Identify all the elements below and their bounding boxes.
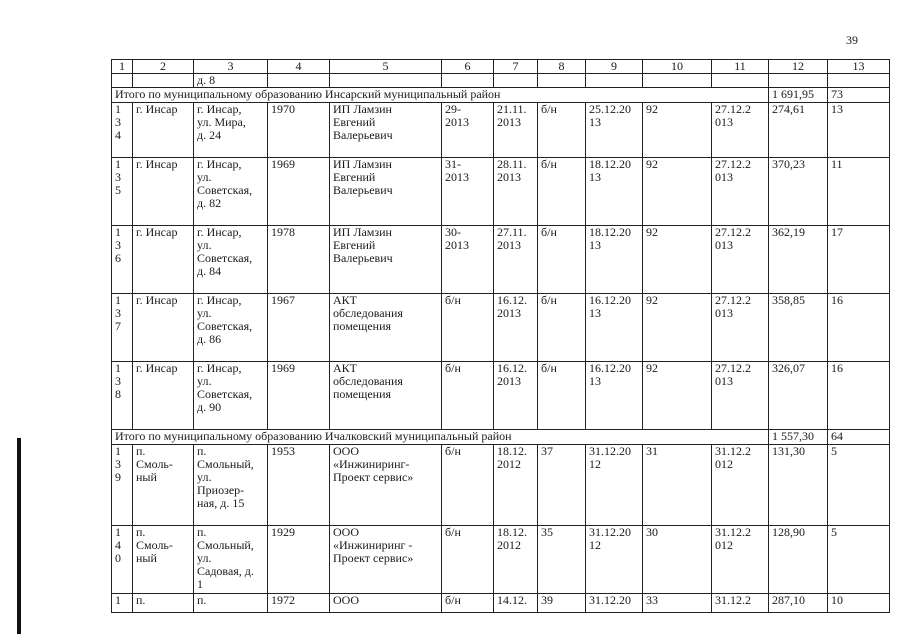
- col-header: 6: [442, 60, 494, 74]
- address-cell: п. Смольный, ул. Садовая, д. 1: [194, 526, 268, 594]
- col8-cell: б/н: [538, 362, 586, 430]
- housing-table: [111, 59, 890, 613]
- settlement-cell: п. Смоль- ный: [133, 445, 194, 526]
- row-number-cell: 1 3 5: [112, 158, 133, 226]
- table-row: [112, 294, 890, 362]
- col10-cell: 33: [643, 594, 712, 613]
- settlement-cell: г. Инсар: [133, 103, 194, 158]
- address-cell: г. Инсар, ул. Советская, д. 90: [194, 362, 268, 430]
- col9-cell: 18.12.20 13: [586, 158, 643, 226]
- organization-cell: ООО «Инжиниринг- Проект сервис»: [330, 445, 442, 526]
- col11-cell: 27.12.2 013: [712, 226, 769, 294]
- col8-cell: б/н: [538, 226, 586, 294]
- table-row: [112, 526, 890, 594]
- doc-number-cell: 29- 2013: [442, 103, 494, 158]
- address-cell: г. Инсар, ул. Мира, д. 24: [194, 103, 268, 158]
- count-cell: 5: [828, 526, 890, 594]
- col9-cell: 31.12.20 12: [586, 445, 643, 526]
- total-count: 64: [828, 430, 890, 445]
- area-cell: 370,23: [769, 158, 828, 226]
- row-number-cell: 1 4 0: [112, 526, 133, 594]
- year-cell: 1969: [268, 362, 330, 430]
- col9-cell: 25.12.20 13: [586, 103, 643, 158]
- col10-cell: 92: [643, 103, 712, 158]
- table-row: [112, 158, 890, 226]
- row-number-cell: 1 3 7: [112, 294, 133, 362]
- doc-date-cell: 28.11. 2013: [494, 158, 538, 226]
- col11-cell: 31.12.2 012: [712, 445, 769, 526]
- organization-cell: АКТ обследования помещения: [330, 294, 442, 362]
- col-header: 1: [112, 60, 133, 74]
- col8-cell: б/н: [538, 158, 586, 226]
- count-cell: 16: [828, 294, 890, 362]
- doc-date-cell: 21.11. 2013: [494, 103, 538, 158]
- col9-cell: 31.12.20 12: [586, 526, 643, 594]
- doc-date-cell: 16.12. 2013: [494, 362, 538, 430]
- settlement-cell: г. Инсар: [133, 226, 194, 294]
- total-row: [112, 430, 890, 445]
- col-header: 5: [330, 60, 442, 74]
- organization-cell: ИП Ламзин Евгений Валерьевич: [330, 158, 442, 226]
- settlement-cell: г. Инсар: [133, 362, 194, 430]
- year-cell: 1967: [268, 294, 330, 362]
- col9-cell: 31.12.20: [586, 594, 643, 613]
- address-cell: д. 8: [194, 74, 268, 88]
- area-cell: 274,61: [769, 103, 828, 158]
- scan-edge-bar: [17, 438, 21, 634]
- year-cell: 1978: [268, 226, 330, 294]
- col9-cell: 18.12.20 13: [586, 226, 643, 294]
- settlement-cell: п. Смоль- ный: [133, 526, 194, 594]
- total-count: 73: [828, 88, 890, 103]
- col11-cell: 27.12.2 013: [712, 158, 769, 226]
- col-header: 7: [494, 60, 538, 74]
- total-sum: 1 557,30: [769, 430, 828, 445]
- total-row: [112, 88, 890, 103]
- year-cell: 1929: [268, 526, 330, 594]
- count-cell: 10: [828, 594, 890, 613]
- col8-cell: б/н: [538, 294, 586, 362]
- col8-cell: б/н: [538, 103, 586, 158]
- area-cell: 128,90: [769, 526, 828, 594]
- address-cell: г. Инсар, ул. Советская, д. 84: [194, 226, 268, 294]
- col10-cell: 92: [643, 294, 712, 362]
- row-number-cell: 1 3 8: [112, 362, 133, 430]
- col-header: 2: [133, 60, 194, 74]
- col8-cell: 39: [538, 594, 586, 613]
- doc-number-cell: б/н: [442, 362, 494, 430]
- col10-cell: 92: [643, 158, 712, 226]
- col8-cell: 35: [538, 526, 586, 594]
- doc-number-cell: б/н: [442, 294, 494, 362]
- settlement-cell: г. Инсар: [133, 294, 194, 362]
- col11-cell: 27.12.2 013: [712, 103, 769, 158]
- col11-cell: 27.12.2 013: [712, 294, 769, 362]
- table-row: [112, 362, 890, 430]
- total-label: Итого по муниципальному образованию Ичалковский муниципальный район: [112, 430, 769, 445]
- area-cell: 326,07: [769, 362, 828, 430]
- col11-cell: 31.12.2 012: [712, 526, 769, 594]
- col-header: 4: [268, 60, 330, 74]
- col10-cell: 92: [643, 362, 712, 430]
- table-row: [112, 594, 890, 613]
- col-header: 3: [194, 60, 268, 74]
- col-header: 8: [538, 60, 586, 74]
- col11-cell: 31.12.2: [712, 594, 769, 613]
- col-header: 10: [643, 60, 712, 74]
- count-cell: 13: [828, 103, 890, 158]
- row-number-cell: 1 3 4: [112, 103, 133, 158]
- table-row: [112, 226, 890, 294]
- doc-date-cell: 14.12.: [494, 594, 538, 613]
- col8-cell: 37: [538, 445, 586, 526]
- doc-number-cell: 31- 2013: [442, 158, 494, 226]
- doc-number-cell: б/н: [442, 594, 494, 613]
- doc-date-cell: 16.12. 2013: [494, 294, 538, 362]
- count-cell: 16: [828, 362, 890, 430]
- address-cell: п. Смольный, ул. Приозер- ная, д. 15: [194, 445, 268, 526]
- count-cell: 17: [828, 226, 890, 294]
- area-cell: 362,19: [769, 226, 828, 294]
- address-cell: г. Инсар, ул. Советская, д. 82: [194, 158, 268, 226]
- area-cell: 131,30: [769, 445, 828, 526]
- settlement-cell: п.: [133, 594, 194, 613]
- count-cell: 5: [828, 445, 890, 526]
- table-row: [112, 103, 890, 158]
- area-cell: 287,10: [769, 594, 828, 613]
- col11-cell: 27.12.2 013: [712, 362, 769, 430]
- row-number-cell: 1 3 9: [112, 445, 133, 526]
- col9-cell: 16.12.20 13: [586, 294, 643, 362]
- col10-cell: 31: [643, 445, 712, 526]
- col-header: 12: [769, 60, 828, 74]
- continuation-row: [112, 74, 890, 88]
- address-cell: г. Инсар, ул. Советская, д. 86: [194, 294, 268, 362]
- year-cell: 1972: [268, 594, 330, 613]
- organization-cell: ИП Ламзин Евгений Валерьевич: [330, 226, 442, 294]
- address-cell: п.: [194, 594, 268, 613]
- doc-date-cell: 18.12. 2012: [494, 526, 538, 594]
- page-number: 39: [846, 33, 858, 47]
- total-sum: 1 691,95: [769, 88, 828, 103]
- organization-cell: ООО «Инжиниринг - Проект сервис»: [330, 526, 442, 594]
- doc-date-cell: 18.12. 2012: [494, 445, 538, 526]
- col-header: 9: [586, 60, 643, 74]
- doc-number-cell: б/н: [442, 526, 494, 594]
- year-cell: 1953: [268, 445, 330, 526]
- organization-cell: ООО: [330, 594, 442, 613]
- doc-number-cell: б/н: [442, 445, 494, 526]
- organization-cell: ИП Ламзин Евгений Валерьевич: [330, 103, 442, 158]
- col9-cell: 16.12.20 13: [586, 362, 643, 430]
- col10-cell: 92: [643, 226, 712, 294]
- table-row: [112, 445, 890, 526]
- year-cell: 1969: [268, 158, 330, 226]
- year-cell: 1970: [268, 103, 330, 158]
- count-cell: 11: [828, 158, 890, 226]
- row-number-cell: 1 3 6: [112, 226, 133, 294]
- row-number-cell: 1: [112, 594, 133, 613]
- col-header: 13: [828, 60, 890, 74]
- col10-cell: 30: [643, 526, 712, 594]
- organization-cell: АКТ обследования помещения: [330, 362, 442, 430]
- doc-number-cell: 30- 2013: [442, 226, 494, 294]
- total-label: Итого по муниципальному образованию Инсарский муниципальный район: [112, 88, 769, 103]
- area-cell: 358,85: [769, 294, 828, 362]
- col-header: 11: [712, 60, 769, 74]
- settlement-cell: г. Инсар: [133, 158, 194, 226]
- header-row: [112, 60, 890, 74]
- doc-date-cell: 27.11. 2013: [494, 226, 538, 294]
